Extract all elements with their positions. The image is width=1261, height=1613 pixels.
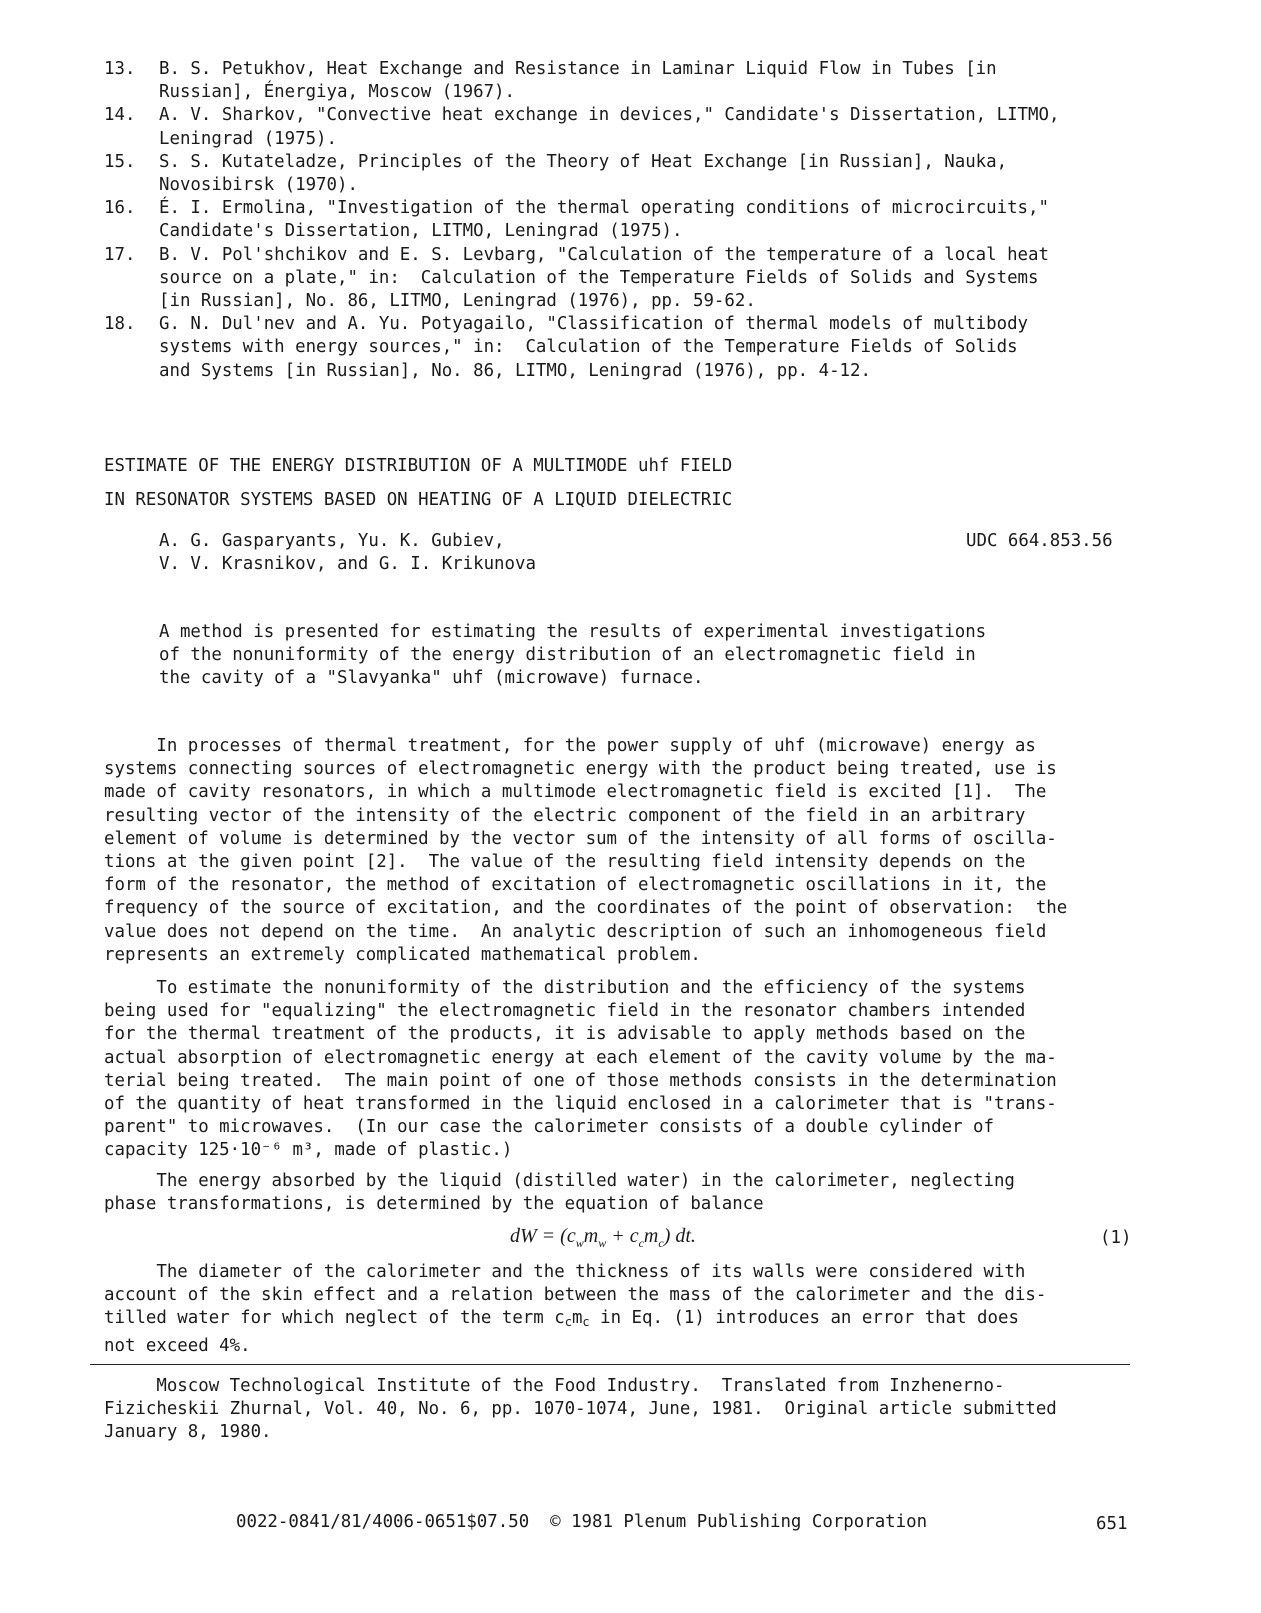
term-symbol: m <box>571 1308 583 1329</box>
term-symbol: c <box>554 1308 565 1329</box>
body-paragraph <box>104 1261 1144 1358</box>
equation-symbol: m <box>583 1225 599 1247</box>
reference-number: 15. <box>104 151 136 172</box>
equation-symbol: c <box>566 1225 576 1247</box>
equation-lhs: dW <box>510 1225 537 1247</box>
body-paragraph: To estimate the nonuniformity of the distribution and the efficiency of the systems being used for "equalizing" the electromagnetic field in the resonator chambers intended for the thermal treatment of the products, it is advisable to apply methods based on the actual absorption of electromagnetic energy at each element of the cavity volume by the ma- terial being treated. The main point of one of those methods consists in the determination of the quantity of heat transformed in the liquid enclosed in a calorimeter that is "trans- parent" to microwaves. (In our case the calorimeter consists of a double cylinder of capacity 125·10⁻⁶ m³, made of plastic.) <box>104 978 1057 1161</box>
reference-item <box>104 197 1144 243</box>
reference-number: 18. <box>104 314 136 335</box>
title-line: ESTIMATE OF THE ENERGY DISTRIBUTION OF A MULTIMODE uhf FIELD <box>104 456 733 476</box>
reference-number: 13. <box>104 59 136 79</box>
reference-number: 16. <box>104 198 136 219</box>
reference-item <box>104 58 1144 104</box>
udc-code: UDC 664.853.56 <box>966 531 1113 551</box>
publication-line <box>236 1511 927 1534</box>
equation-subscript: w <box>598 1236 607 1250</box>
reference-item <box>104 244 1144 314</box>
equation-subscript: w <box>575 1236 584 1250</box>
footnote: Moscow Technological Institute of the Food Industry. Translated from Inzhenerno- Fizicheskii Zhurnal, Vol. 40, No. 6, pp. 1070-1074, June, 1981. Original article submitted January 8, 1980. <box>104 1376 1057 1443</box>
balance-equation <box>510 1225 696 1251</box>
reference-text: B. S. Petukhov, Heat Exchange and Resistance in Laminar Liquid Flow in Tubes [in Russian], Énergiya, Moscow (1967). <box>159 59 997 103</box>
equation-symbol: m <box>643 1225 659 1247</box>
term-subscript: c <box>564 1315 572 1330</box>
reference-number: 14. <box>104 105 136 126</box>
body-paragraph: In processes of thermal treatment, for the power supply of uhf (microwave) energy as systems connecting sources of electromagnetic energy with the product being treated, use is made of cavity resonators, in which a multimode electromagnetic field is excited [1]. The resulting vector of the intensity of the electric component of the field in an arbitrary element of volume is determined by the vector sum of the intensity of all forms of oscilla- tions at the given point [2]. The value of the resulting field intensity depends on the form of the resonator, the method of excitation of electromagnetic oscillations in it, the frequency of the source of excitation, and the coordinates of the point of observation: the value does not depend on the time. An analytic description of such an inhomogeneous field represents an extremely complicated mathematical problem. <box>104 736 1068 965</box>
copyright-notice: © 1981 Plenum Publishing Corporation <box>550 1512 928 1532</box>
article-code: 0022-0841/81/4006-0651$07.50 <box>236 1512 530 1532</box>
author-list <box>159 530 759 576</box>
reference-list <box>104 58 1144 383</box>
equation-plus: + <box>606 1225 630 1247</box>
reference-text: É. I. Ermolina, "Investigation of the thermal operating conditions of microcircuits," Candidate's Dissertation, LITMO, Leningrad (1975). <box>159 198 1049 242</box>
footnote-divider <box>90 1364 1130 1365</box>
equation-symbol: c <box>629 1225 639 1247</box>
paragraph-text: The diameter of the calorimeter and the thickness of its walls were considered with account of the skin effect and a relation between the mass of the calorimeter and the dis- tilled water for which neglect of the term <box>104 1262 1047 1329</box>
article-title <box>104 449 1144 517</box>
equation-subscript: c <box>638 1236 644 1250</box>
reference-text: A. V. Sharkov, "Convective heat exchange in devices," Candidate's Dissertation, LITMO, Leningrad (1975). <box>159 105 1060 149</box>
page-number: 651 <box>1096 1514 1128 1534</box>
equation-equals: = ( <box>536 1225 567 1247</box>
title-line: IN RESONATOR SYSTEMS BASED ON HEATING OF A LIQUID DIELECTRIC <box>104 490 733 510</box>
author-line: A. G. Gasparyants, Yu. K. Gubiev, <box>159 531 505 551</box>
reference-number: 17. <box>104 244 136 265</box>
body-paragraph: The energy absorbed by the liquid (distilled water) in the calorimeter, neglecting phase transformations, is determined by the equation of balance <box>104 1171 1015 1215</box>
reference-text: G. N. Dul'nev and A. Yu. Potyagailo, "Classification of thermal models of multibody systems with energy sources," in: Calculation of the Temperature Fields of Solids and Systems [in Russian], No. 86, LITMO, Leningrad (1976), pp. 4-12. <box>159 314 1029 381</box>
reference-text: S. S. Kutateladze, Principles of the Theory of Heat Exchange [in Russian], Nauka, Novosibirsk (1970). <box>159 151 1008 196</box>
reference-text: B. V. Pol'shchikov and E. S. Levbarg, "Calculation of the temperature of a local heat source on a plate," in: Calculation of the Temperature Fields of Solids and Systems [in Russian], No. 86, LITMO, Leningrad (1976), pp. 59-62. <box>159 244 1049 312</box>
term-subscript: c <box>582 1315 590 1330</box>
abstract: A method is presented for estimating the results of experimental investigations of the nonuniformity of the energy distribution of an electromagnetic field in the cavity of a "Slavyanka" uhf (microwave) furnace. <box>159 622 987 689</box>
equation-number: (1) <box>1100 1228 1132 1248</box>
reference-item <box>104 313 1144 383</box>
equation-tail: ) dt. <box>663 1225 696 1247</box>
author-line: V. V. Krasnikov, and G. I. Krikunova <box>159 554 536 575</box>
reference-item <box>104 151 1144 197</box>
equation-subscript: c <box>658 1236 664 1250</box>
paragraph-text: in Eq. (1) introduces an error that does not exceed 4%. <box>104 1308 1019 1356</box>
reference-item <box>104 104 1144 150</box>
